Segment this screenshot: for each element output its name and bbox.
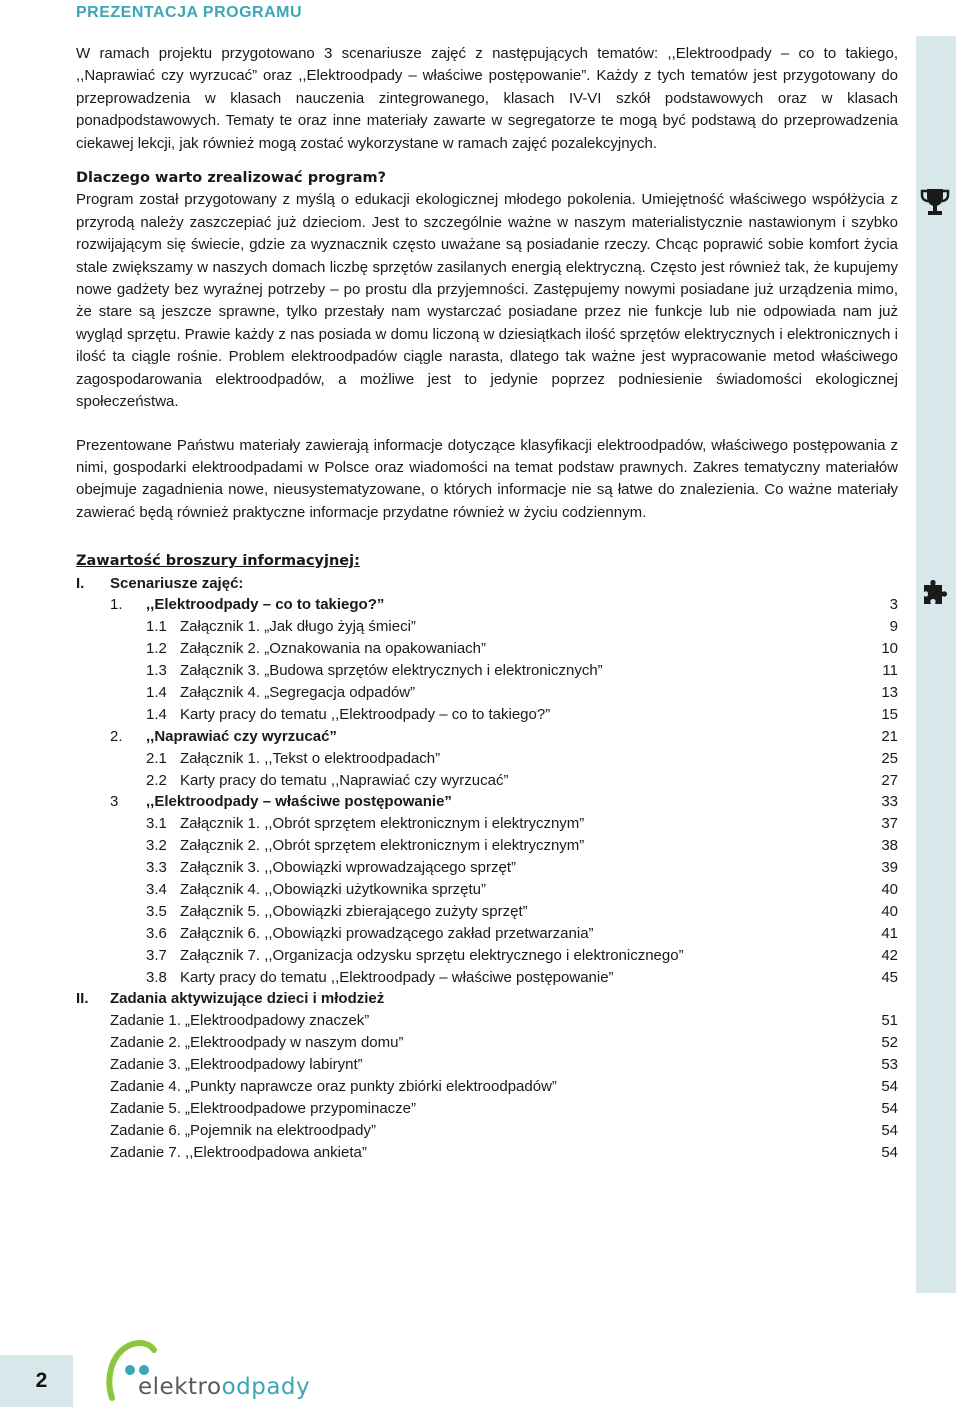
toc-row xyxy=(76,1098,898,1120)
toc-row-page: 21 xyxy=(881,727,898,745)
toc-row-page: 40 xyxy=(881,881,898,898)
toc-row xyxy=(76,923,898,945)
toc-row-number: 3.7 xyxy=(146,946,167,964)
intro-paragraph: W ramach projektu przygotowano 3 scenariusze zajęć z następujących tematów: ,,Elektroodpady – co to takiego, ,,Naprawiać czy wyrzucać” oraz ,,Elektroodpady – właściwe postępowanie”. Każdy z tych tematów jest przygotowany do przeprowadzenia w klasach nauczenia zintegrowanego, klasach IV-VI szkół podstawowych oraz w klasach ponadpodstawowych. Tematy te oraz inne materiały zawarte w segregatorze te mogą być podstawą do przeprowadzenia ciekawej lekcji, jak również mogą zostać wykorzystane w ramach zajęć pozalekcyjnych. xyxy=(76,45,898,152)
toc-row-page: 54 xyxy=(881,1078,898,1096)
toc-row xyxy=(76,791,898,813)
toc-row-number: 1.4 xyxy=(146,683,167,701)
toc-row-page: 39 xyxy=(881,859,898,877)
toc-row xyxy=(76,1076,898,1098)
main-content xyxy=(76,43,898,1164)
toc-row xyxy=(76,660,898,682)
toc-row-page: 13 xyxy=(881,683,898,701)
toc-row-label: Załącznik 1. ,,Obrót sprzętem elektronicznym i elektrycznym” xyxy=(180,815,585,833)
toc-row-number: II. xyxy=(76,990,89,1008)
toc-row xyxy=(76,616,898,638)
logo-wordmark xyxy=(138,1374,310,1400)
toc-row-number: 3.8 xyxy=(146,968,167,986)
toc-row-label: Załącznik 6. ,,Obowiązki prowadzącego zakład przetwarzania” xyxy=(180,924,594,942)
elektroodpady-logo xyxy=(104,1336,314,1404)
toc-row xyxy=(76,1032,898,1054)
toc-row-label: Karty pracy do tematu ,,Elektroodpady – właściwe postępowanie” xyxy=(180,968,614,986)
toc-row xyxy=(76,770,898,792)
toc-row-page: 53 xyxy=(881,1056,898,1074)
toc-row-label: Zadanie 1. „Elektroodpadowy znaczek” xyxy=(110,1012,370,1030)
toc-row-page: 54 xyxy=(881,1121,898,1139)
toc-row xyxy=(76,967,898,989)
trophy-icon xyxy=(918,186,952,220)
page-number: 2 xyxy=(35,1369,48,1392)
toc-row-label: Scenariusze zajęć: xyxy=(110,574,244,592)
toc-row-number: 2. xyxy=(110,727,123,745)
toc-row-label: Karty pracy do tematu ,,Naprawiać czy wyrzucać” xyxy=(180,771,509,789)
toc-row-label: Zadanie 3. „Elektroodpadowy labirynt” xyxy=(110,1056,363,1074)
toc-row-number: 1.4 xyxy=(146,705,167,723)
toc-row-number: 1. xyxy=(110,596,123,614)
toc-row-page: 11 xyxy=(882,662,898,680)
toc-row-number: 3.5 xyxy=(146,902,167,920)
logo-text-elektro: elektro xyxy=(138,1374,222,1400)
toc-row xyxy=(76,1120,898,1142)
table-of-contents xyxy=(76,573,898,1164)
toc-row-label: ,,Elektroodpady – właściwe postępowanie” xyxy=(146,793,452,811)
right-sidebar-strip xyxy=(916,36,956,1293)
toc-row-page: 54 xyxy=(881,1099,898,1117)
toc-row-page: 41 xyxy=(881,924,898,942)
toc-row-page: 15 xyxy=(881,705,898,723)
toc-row-number: 3 xyxy=(110,793,119,811)
why-heading: Dlaczego warto zrealizować program? xyxy=(76,170,387,187)
toc-row xyxy=(76,573,898,595)
toc-row-page: 27 xyxy=(881,771,898,789)
toc-row-label: Załącznik 1. ,,Tekst o elektroodpadach” xyxy=(180,749,441,767)
toc-row-page: 9 xyxy=(889,618,898,636)
toc-row xyxy=(76,835,898,857)
toc-row-label: Zadanie 7. ,,Elektroodpadowa ankieta” xyxy=(110,1143,367,1161)
page-number-box xyxy=(0,1355,73,1407)
toc-row xyxy=(76,594,898,616)
toc-row-page: 51 xyxy=(881,1012,898,1030)
toc-row xyxy=(76,988,898,1010)
toc-row-page: 52 xyxy=(881,1034,898,1052)
toc-row-page: 3 xyxy=(889,596,898,614)
toc-row-page: 33 xyxy=(881,793,898,811)
toc-row-number: 1.1 xyxy=(146,618,167,636)
puzzle-icon xyxy=(918,576,952,610)
toc-row-number: 3.3 xyxy=(146,859,167,877)
toc-row-page: 40 xyxy=(881,902,898,920)
toc-row xyxy=(76,1010,898,1032)
toc-row xyxy=(76,857,898,879)
toc-row-label: Załącznik 3. ,,Obowiązki wprowadzającego sprzęt” xyxy=(180,859,516,877)
toc-row-number: I. xyxy=(76,574,85,592)
toc-row-number: 3.2 xyxy=(146,837,167,855)
toc-row-number: 2.1 xyxy=(146,749,167,767)
page-header-title: PREZENTACJA PROGRAMU xyxy=(76,4,303,21)
toc-row-number: 3.6 xyxy=(146,924,167,942)
toc-row-page: 38 xyxy=(881,837,898,855)
toc-row xyxy=(76,879,898,901)
materials-paragraph: Prezentowane Państwu materiały zawierają informacje dotyczące klasyfikacji elektroodpadów, właściwego postępowania z nimi, gospodarki elektroodpadami w Polsce oraz wiadomości na temat podstaw prawnych. Zakres tematyczny materiałów obejmuje zagadnienia nowe, nieusystematyzowane, o których informacje nie są łatwe do znalezienia. Co ważne materiały zawierać będą również praktyczne informacje przydatne również w życiu codziennym. xyxy=(76,436,898,521)
toc-row-label: ,,Elektroodpady – co to takiego?” xyxy=(146,596,385,614)
toc-row-page: 45 xyxy=(881,968,898,986)
toc-row xyxy=(76,813,898,835)
toc-row-number: 2.2 xyxy=(146,771,167,789)
toc-row xyxy=(76,901,898,923)
toc-row-label: Załącznik 3. „Budowa sprzętów elektrycznych i elektronicznych” xyxy=(180,662,603,680)
toc-row-label: Załącznik 7. ,,Organizacja odzysku sprzętu elektrycznego i elektronicznego” xyxy=(180,946,684,964)
toc-row xyxy=(76,748,898,770)
toc-row-label: Załącznik 5. ,,Obowiązki zbierającego zużyty sprzęt” xyxy=(180,902,528,920)
toc-row-label: Zadanie 6. „Pojemnik na elektroodpady” xyxy=(110,1121,376,1139)
toc-row-label: Załącznik 2. ,,Obrót sprzętem elektronicznym i elektrycznym” xyxy=(180,837,585,855)
toc-row-label: ,,Naprawiać czy wyrzucać” xyxy=(146,727,337,745)
toc-row-label: Zadania aktywizujące dzieci i młodzież xyxy=(110,990,385,1008)
toc-row-label: Zadanie 5. „Elektroodpadowe przypominacze” xyxy=(110,1099,416,1117)
toc-row xyxy=(76,638,898,660)
toc-row-number: 3.1 xyxy=(146,815,167,833)
toc-row-label: Zadanie 4. „Punkty naprawcze oraz punkty zbiórki elektroodpadów” xyxy=(110,1078,557,1096)
toc-row-page: 10 xyxy=(881,640,898,658)
toc-row xyxy=(76,945,898,967)
toc-row-page: 25 xyxy=(881,749,898,767)
toc-row-number: 1.3 xyxy=(146,662,167,680)
toc-row-label: Załącznik 1. „Jak długo żyją śmieci” xyxy=(180,618,416,636)
toc-row xyxy=(76,1054,898,1076)
why-paragraph: Program został przygotowany z myślą o edukacji ekologicznej młodego pokolenia. Umiejętność właściwego współżycia z przyrodą należy zaszczepiać już dzieciom. Jest to szczególnie ważne w naszym materialistycznie nastawionym i szybko rozwijającym się świecie, gdzie za wyznacznik często uważane są posiadanie rzeczy. Chcąc poprawić sobie komfort życia stale zwiększamy w naszych domach liczbę sprzętów zasilanych energią elektryczną. Często jest również tak, że kupujemy nowe gadżety bez wyraźnej potrzeby – po prostu dla przyjemności. Zastępujemy nowymi posiadane już urządzenia mimo, że stare są jeszcze sprawne, tylko przestały nam wystarczać posiadane przez nie funkcje lub nie odpowiada nam już wygląd sprzętu. Prawie każdy z nas posiada w domu liczoną w dziesiątkach ilość sprzętów elektrycznych i elektronicznych i ilość ta ciągle rośnie. Problem elektroodpadów ciągle narasta, dlatego tak ważne jest wypracowanie metod właściwego zagospodarowania elektroodpadów, a możliwe jest to jedynie poprzez podniesienie świadomości ekologicznej społeczeństwa. xyxy=(76,191,898,411)
toc-row xyxy=(76,726,898,748)
toc-row xyxy=(76,682,898,704)
toc-row-number: 1.2 xyxy=(146,640,167,658)
toc-row-page: 54 xyxy=(881,1143,898,1161)
logo-text-odpady: odpady xyxy=(221,1374,311,1400)
toc-row-label: Załącznik 4. „Segregacja odpadów” xyxy=(180,683,416,701)
toc-row xyxy=(76,1142,898,1164)
toc-heading: Zawartość broszury informacyjnej: xyxy=(76,553,360,570)
toc-row-label: Załącznik 2. „Oznakowania na opakowaniach” xyxy=(180,640,486,658)
toc-row-number: 3.4 xyxy=(146,881,167,898)
toc-row-label: Załącznik 4. ,,Obowiązki użytkownika sprzętu” xyxy=(180,881,486,898)
toc-row xyxy=(76,704,898,726)
toc-row-label: Karty pracy do tematu ,,Elektroodpady – co to takiego?” xyxy=(180,705,551,723)
toc-row-label: Zadanie 2. „Elektroodpady w naszym domu” xyxy=(110,1034,404,1052)
toc-row-page: 37 xyxy=(881,815,898,833)
toc-row-page: 42 xyxy=(881,946,898,964)
